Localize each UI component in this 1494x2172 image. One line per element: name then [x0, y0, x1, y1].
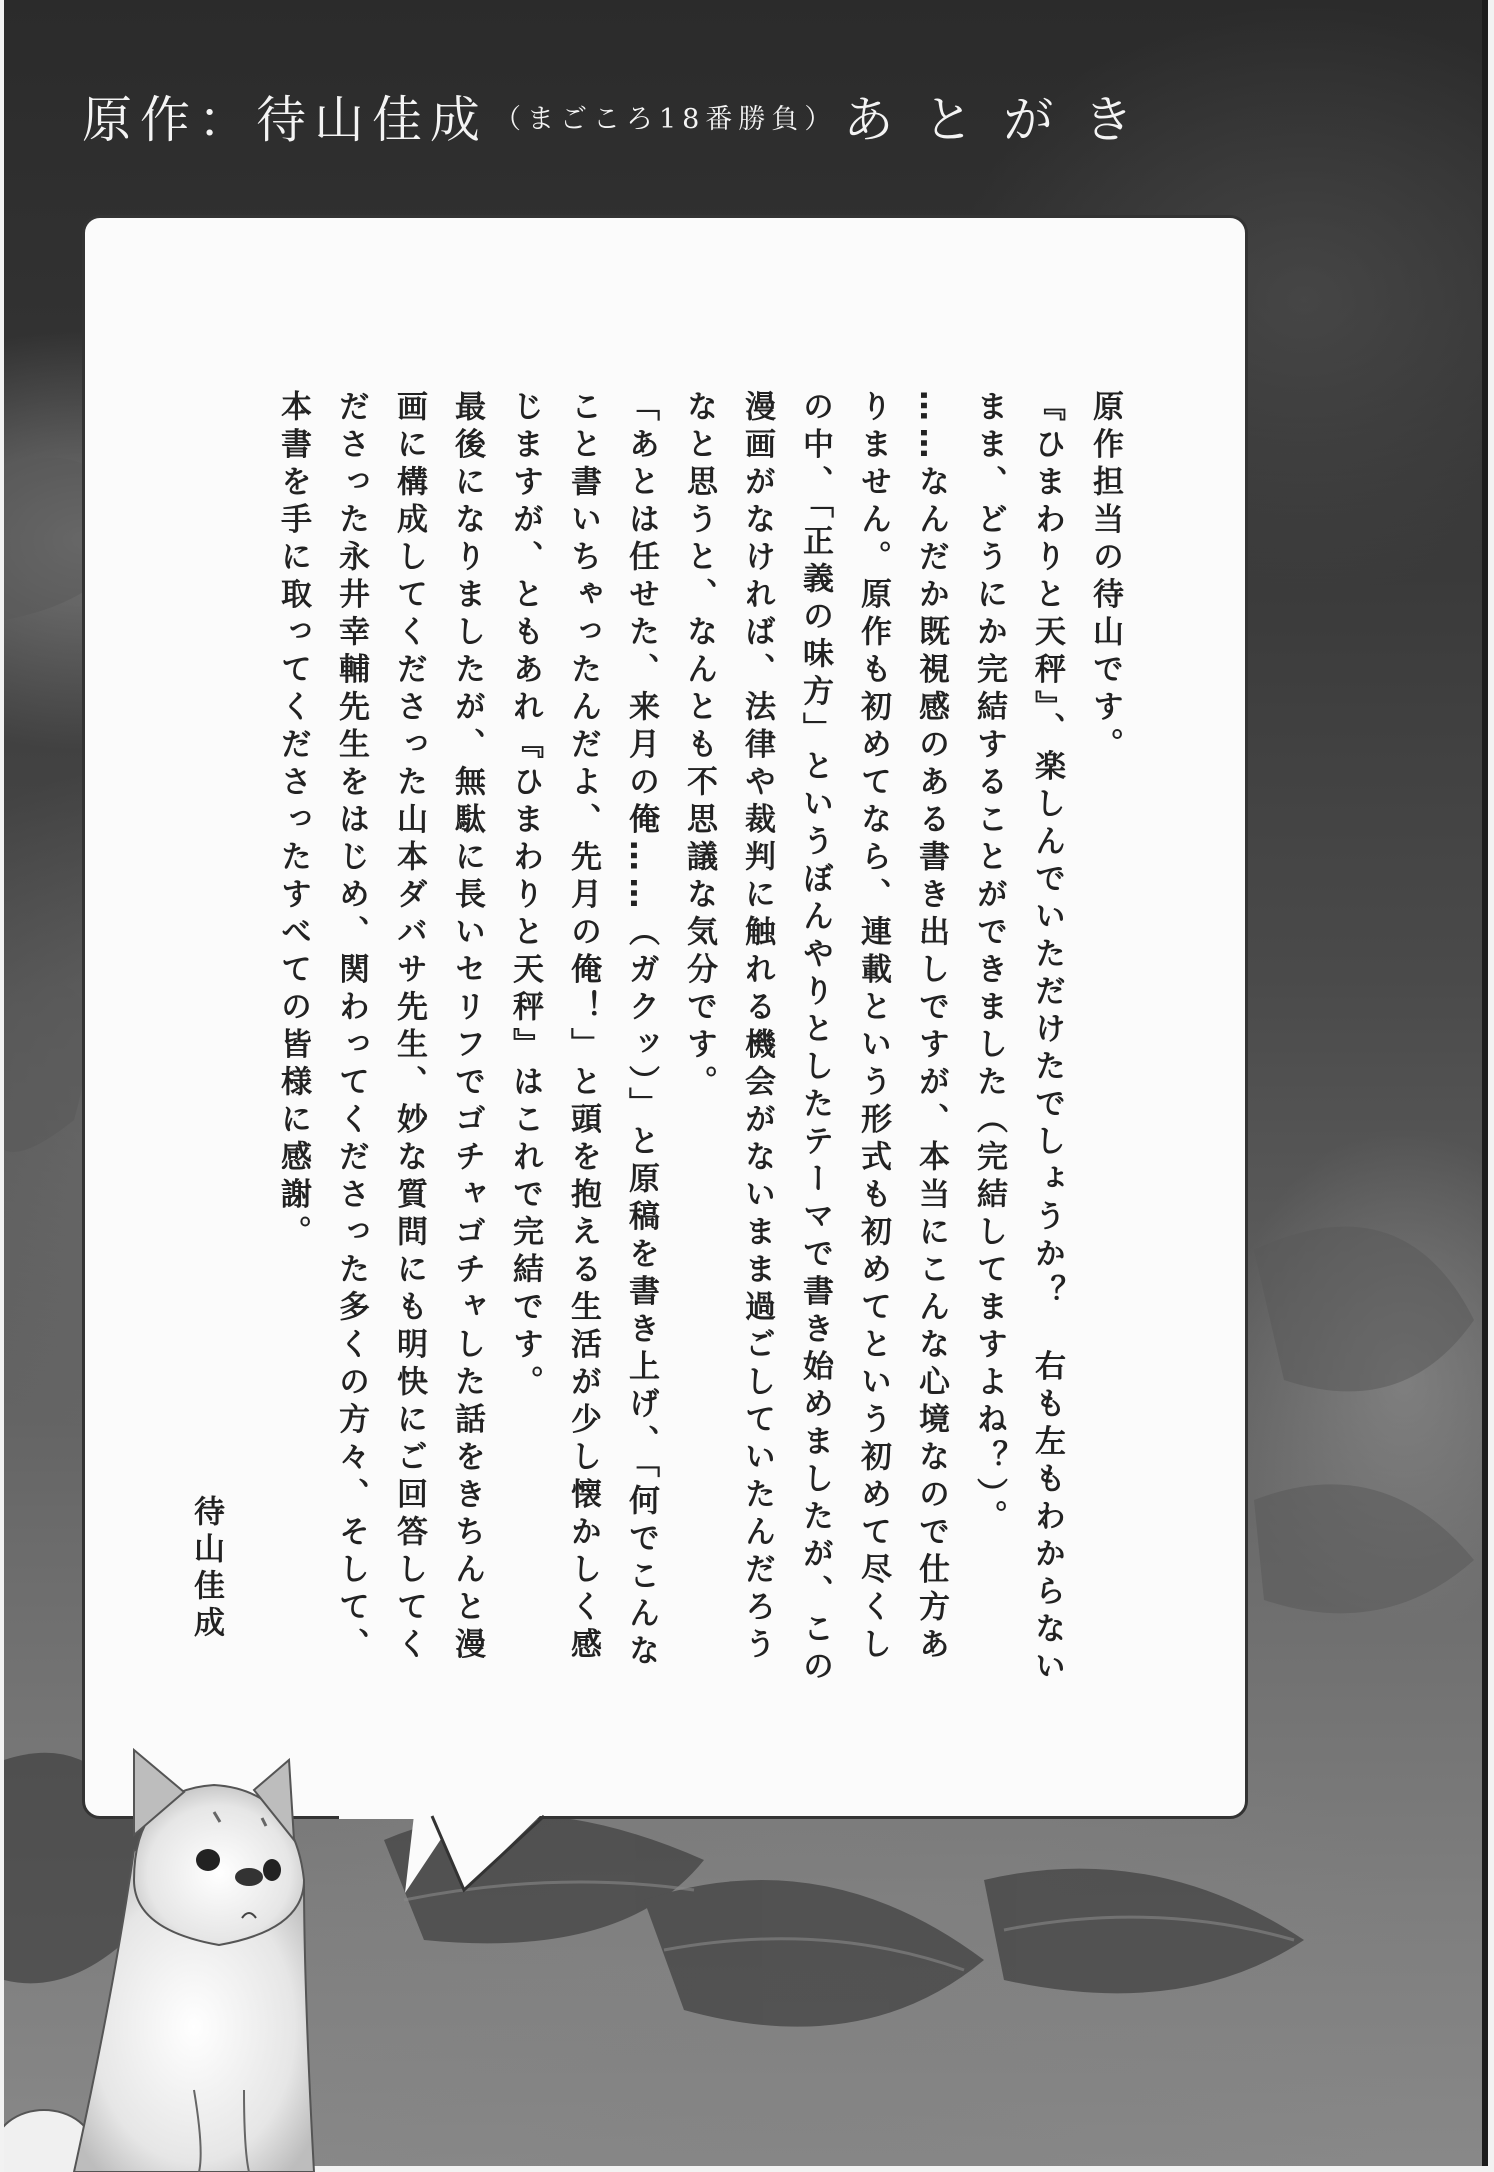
paragraph: ……なんだか既視感のある書き出しですが、本当にこんな心境なので仕方ありません。原作も初めてなら、連載という形式も初めてという初めて尽くしの中、「正義の味方」というぼんやりとしたテーマで書き始めましたが、この漫画がなければ、法律や裁判に触れる機会がないまま過ごしていたんだろうなと思うと、なんとも不思議な気分です。 [681, 390, 949, 1687]
author-signature: 待山佳成 [188, 1495, 224, 1643]
page-title [82, 80, 1163, 152]
dog-illustration-icon [4, 1730, 424, 2172]
speech-tail-icon [424, 1812, 564, 1902]
paragraph: 「あとは任せた、来月の俺……（ガクッ）」と原稿を書き上げ、「何でこんなこと書いちゃったんだよ、先月の俺！」と頭を抱える生活が少し懐かしく感じますが、ともあれ『ひまわりと天秤』はこれで完結です。 [507, 390, 659, 1672]
title-suffix: あとがき [843, 91, 1164, 149]
paragraph: 『ひまわりと天秤』、楽しんでいただけたでしょうか？ 右も左もわからないまま、どうにか完結することができました（完結してますよね？）。 [971, 390, 1065, 1687]
title-subtitle: （まごころ18番勝負） [494, 103, 838, 135]
paragraph: 原作担当の待山です。 [1087, 390, 1123, 765]
afterword-body [275, 390, 1134, 1690]
manga-page [4, 0, 1488, 2166]
title-main: 原作：待山佳成 [82, 91, 488, 149]
paragraph: 最後になりましたが、無駄に長いセリフでゴチャゴチャした話をきちんと漫画に構成してくださった山本ダバサ先生、妙な質問にも明快にご回答してくださった永井幸輔先生をはじめ、関わってくださった多くの方々、そして、本書を手に取ってくださったすべての皆様に感謝。 [275, 390, 485, 1665]
